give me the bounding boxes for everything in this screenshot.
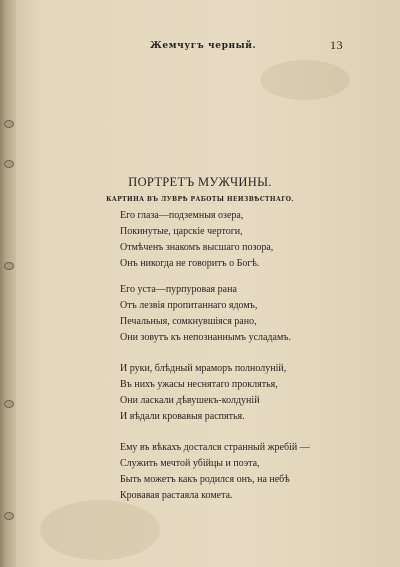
stitch-hole	[4, 120, 14, 128]
stitch-hole	[4, 160, 14, 168]
stanza-1	[120, 208, 360, 272]
stanza-4	[120, 440, 360, 504]
verse-line: Его глаза—подземныя озера,	[120, 210, 244, 221]
stitch-hole	[4, 512, 14, 520]
verse-line: Отъ лезвія пропитаннаго ядомъ,	[120, 300, 258, 311]
verse-line: Кровавая растаяла комета.	[120, 490, 233, 501]
verse-line: Служить мечтой убійцы и поэта,	[120, 458, 260, 469]
verse-line: Отмѣченъ знакомъ высшаго позора,	[120, 242, 274, 253]
verse-line: Быть можетъ какъ родился онъ, на небѣ	[120, 474, 290, 485]
page-number: 13	[330, 38, 344, 52]
binding-edge	[0, 0, 16, 567]
paper-stain	[40, 500, 160, 560]
stanza-3	[120, 361, 360, 425]
verse-line: И руки, блѣдный мраморъ полнолуній,	[120, 363, 287, 374]
poem-subtitle: КАРТИНА ВЪ ЛУВРѢ РАБОТЫ НЕИЗВѢСТНАГО.	[106, 196, 294, 203]
verse-line: Его уста—пурпуровая рана	[120, 284, 237, 295]
paper-stain	[260, 60, 350, 100]
verse-line: И вѣдали кровавыя распятья.	[120, 411, 245, 422]
verse-line: Въ нихъ ужасы неснятаго проклятья,	[120, 379, 278, 390]
verse-line: Они ласкали дѣвушекъ-колдуній	[120, 395, 260, 406]
stanza-2	[120, 282, 360, 346]
verse-line: Покинутые, царскіе чертоги,	[120, 226, 243, 237]
running-title: Жемчугъ черный.	[150, 41, 257, 51]
verse-line: Печальныя, сомкнувшіяся рано,	[120, 316, 257, 327]
stitch-hole	[4, 400, 14, 408]
poem-title: ПОРТРЕТЪ МУЖЧИНЫ.	[128, 175, 272, 189]
stitch-hole	[4, 262, 14, 270]
verse-line: Они зовутъ къ непознаннымъ усладамъ.	[120, 332, 291, 343]
verse-line: Ему въ вѣкахъ достался странный жребій —	[120, 442, 310, 453]
verse-line: Онъ никогда не говоритъ о Богѣ.	[120, 258, 260, 269]
